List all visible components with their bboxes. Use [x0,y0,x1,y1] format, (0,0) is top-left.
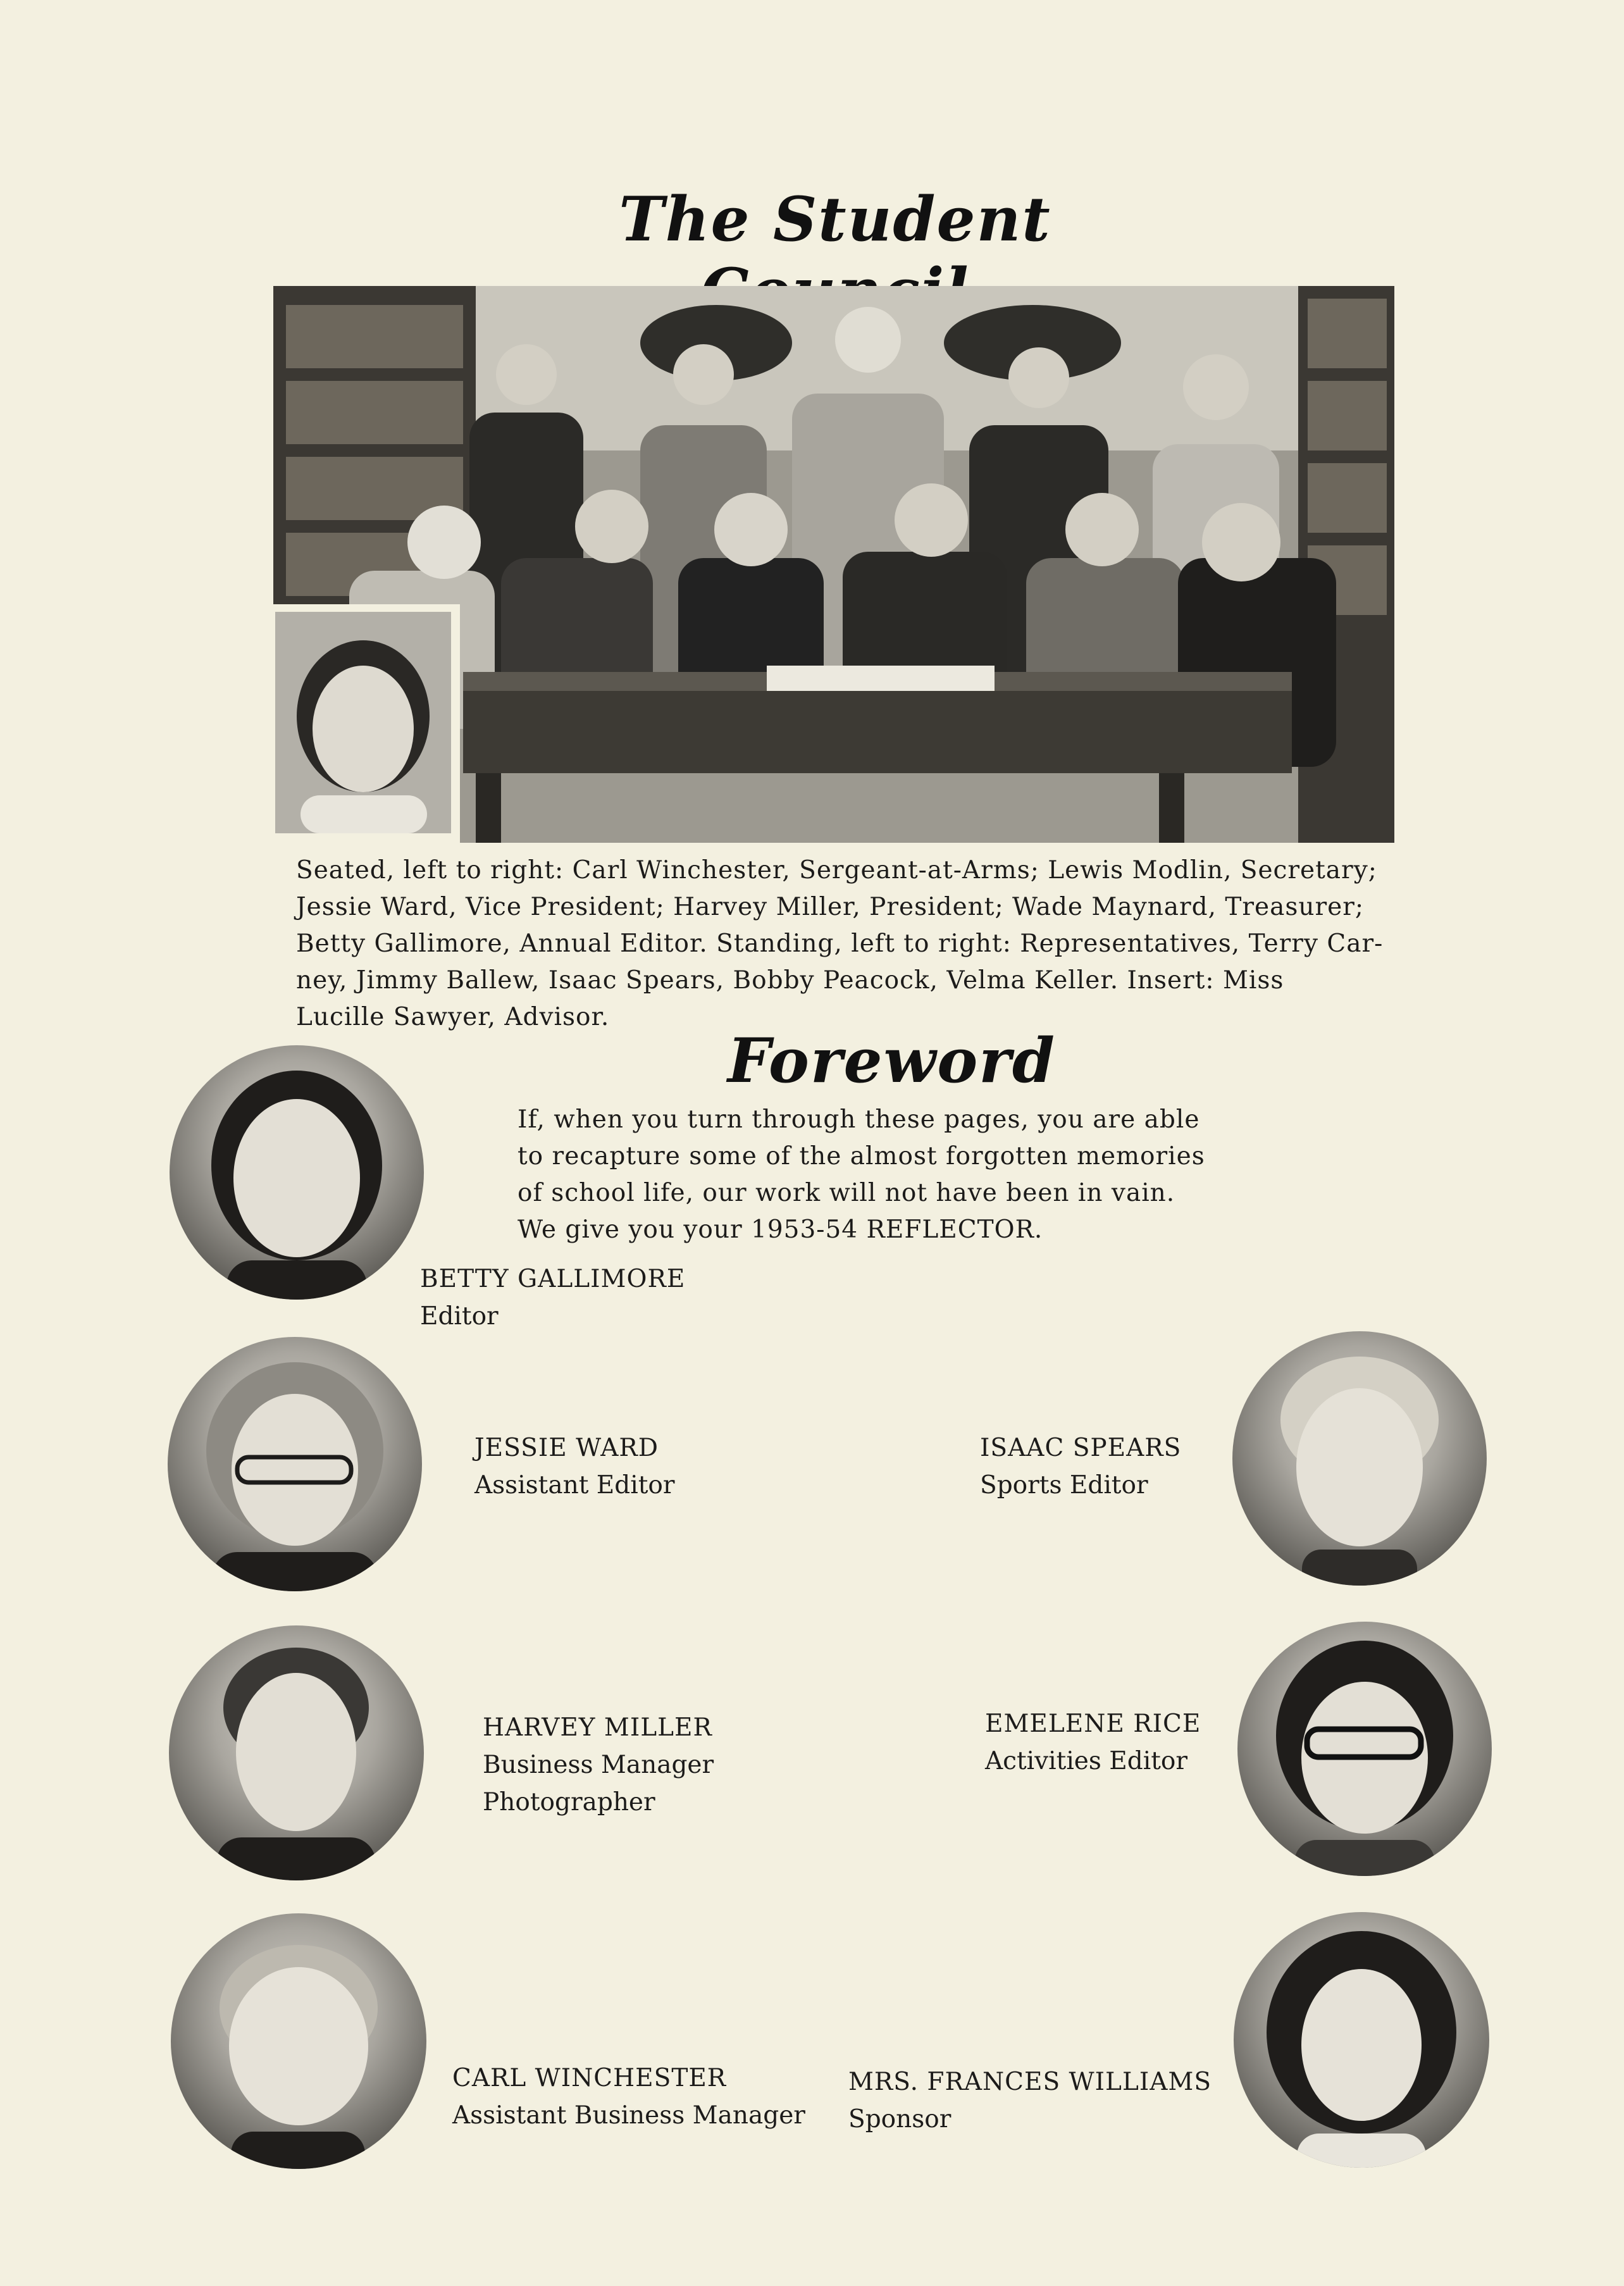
portrait-betty-gallimore [170,1045,424,1300]
staff-role: Editor [420,1302,499,1331]
staff-name: MRS. FRANCES WILLIAMS [848,2068,1212,2096]
foreword-line: If, when you turn through these pages, you are able [518,1105,1200,1134]
staff-role: Activities Editor [985,1747,1187,1775]
staff-assistant-editor [474,1429,854,1504]
student-council-title: The Student [619,183,1051,255]
foreword-line: to recapture some of the almost forgotten memories [518,1142,1205,1171]
staff-name: HARVEY MILLER [483,1713,712,1742]
staff-role: Assistant Editor [474,1471,675,1500]
council-caption [296,852,1397,1036]
staff-name: CARL WINCHESTER [452,2064,727,2092]
staff-name: ISAAC SPEARS [980,1434,1182,1462]
staff-assistant-business-manager [452,2059,895,2134]
caption-line: Seated, left to right: Carl Winchester, Sergeant-at-Arms; Lewis Modlin, Secretary; [296,856,1377,885]
portrait-jessie-ward [168,1337,422,1591]
staff-sponsor [848,2063,1228,2138]
staff-role: Sports Editor [980,1471,1148,1500]
staff-sports-editor [980,1429,1220,1504]
foreword-line: of school life, our work will not have been in vain. [518,1179,1175,1207]
staff-name: EMELENE RICE [985,1710,1201,1738]
staff-business-manager [483,1709,862,1821]
portrait-isaac-spears [1232,1331,1487,1586]
advisor-insert-frame [269,604,460,843]
portrait-emelene-rice [1237,1622,1492,1876]
caption-line: Betty Gallimore, Annual Editor. Standing, left to right: Representatives, Terry Car- [296,929,1384,958]
staff-role: Business Manager [483,1751,714,1779]
foreword-line: We give you your 1953-54 REFLECTOR. [518,1215,1043,1244]
advisor-insert-photo [275,612,451,833]
staff-role: Sponsor [848,2105,951,2134]
staff-role: Assistant Business Manager [452,2101,805,2130]
staff-editor [420,1260,800,1335]
staff-activities-editor [985,1705,1232,1780]
staff-name: JESSIE WARD [474,1434,659,1462]
caption-line: Jessie Ward, Vice President; Harvey Miller, President; Wade Maynard, Treasurer; [296,893,1364,921]
foreword-title: Foreword [728,1025,1056,1096]
staff-name: BETTY GALLIMORE [420,1265,686,1293]
caption-line: Lucille Sawyer, Advisor. [296,1003,610,1031]
portrait-frances-williams [1234,1912,1489,2168]
portrait-harvey-miller [169,1625,424,1880]
portrait-carl-winchester [171,1913,426,2169]
foreword-text [518,1102,1277,1248]
caption-line: ney, Jimmy Ballew, Isaac Spears, Bobby Peacock, Velma Keller. Insert: Miss [296,966,1284,995]
staff-role-secondary: Photographer [483,1788,655,1817]
